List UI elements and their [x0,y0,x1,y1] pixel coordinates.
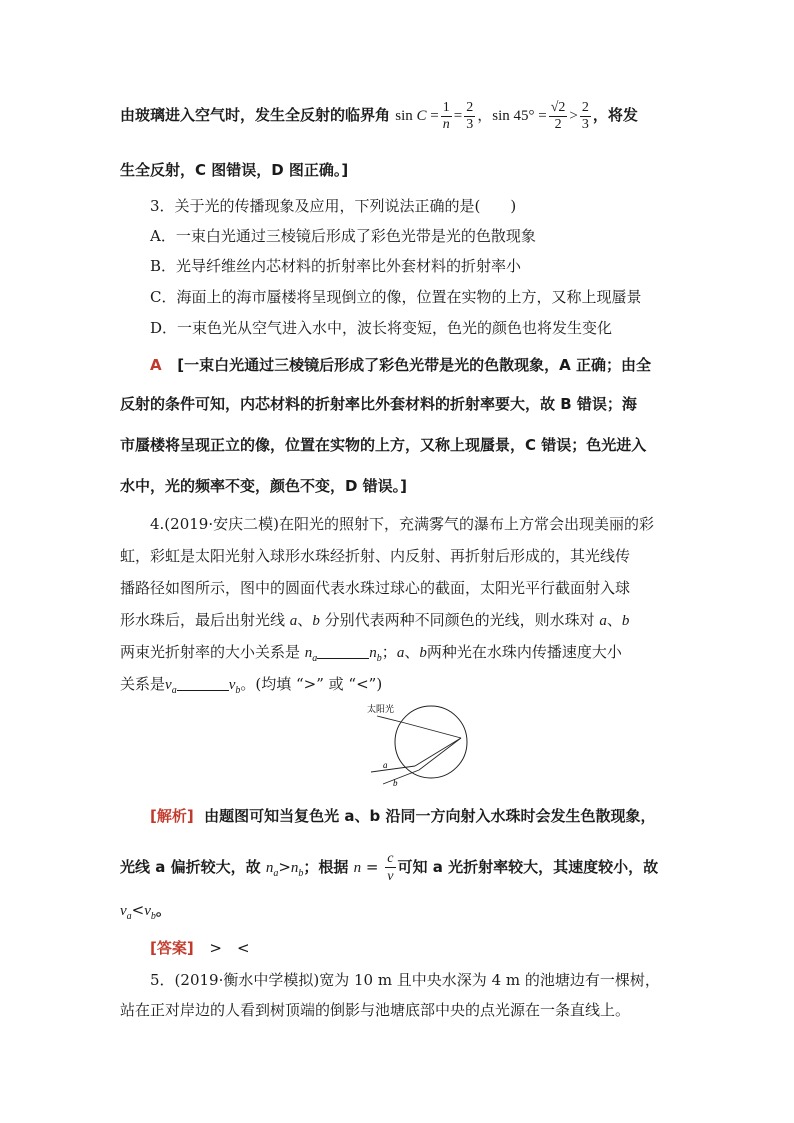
n-var: n [304,645,313,661]
q3-exp-line4: 水中，光的频率不变，颜色不变，D 错误。] [120,477,408,495]
p1-text-b: ，将发 [592,105,638,124]
var-b: b [621,613,630,629]
eq1: = [430,107,439,124]
q3-option-d: D．一束色光从空气进入水中，波长将变短，色光的颜色也将发生变化 [150,319,613,337]
n-var: n [442,117,450,132]
q3-exp1: [一束白光通过三棱镜后形成了彩色光带是光的色散现象，A 正确；由全 [177,356,651,374]
q4-l5: 两束光折射率的大小关系是 [120,643,301,661]
frac-den: 3 [466,117,474,132]
v-var: v [228,677,236,693]
var-a: a [289,613,298,629]
sub-a: a [126,911,132,922]
frac-num [385,850,395,868]
p1-line1 [120,100,680,133]
q3-option-a: A．一束白光通过三棱镜后形成了彩色光带是光的色散现象 [150,227,536,245]
q4-line2: 虹，彩虹是太阳光射入球形水珠经折射、内反射、再折射后形成的，其光线传 [120,547,631,565]
q4-analysis-line1 [150,806,710,826]
sub-a: a [171,685,177,696]
q4-analysis-line3 [120,900,680,927]
frac-den [385,868,395,885]
var-a: a [599,613,607,629]
sub-a: a [312,653,318,664]
answer-blank-1[interactable] [317,644,369,659]
var-b: b [312,613,320,629]
answer-text: > < [209,939,250,957]
q5-line1: 5．(2019·衡水中学模拟)宽为 10 m 且中央水深为 4 m 的池塘边有一棵树， [150,971,660,989]
na-gt-nb [265,858,304,879]
q5-line2: 站在正对岸边的人看到树顶端的倒影与池塘底部中央的点光源在一条直线上。 [120,1001,631,1019]
q4-l6b: 。(均填 “>” 或 “<”) [240,675,383,693]
analysis-text2b: ；根据 [303,858,349,876]
q4-line3: 播路径如图所示，图中的圆面代表水珠过球心的截面，太阳光平行截面射入球 [120,579,631,597]
ray-inside-2 [415,738,461,766]
v-var: v [120,903,127,919]
q3-exp-line2: 反射的条件可知，内芯材料的折射率比外套材料的折射率要大，故 B 错误；海 [120,395,637,413]
var-b: b [419,645,427,661]
frac-den [441,117,452,133]
frac-2-3b [580,100,591,133]
comma: ， [477,107,493,124]
q3-exp-line1 [150,355,710,375]
q4-analysis-line2 [120,850,680,885]
analysis-text1: 由题图可知当复色光 a、b 沿同一方向射入水珠时会发生色散现象， [204,807,656,825]
q3-exp-line3: 市蜃楼将呈现正立的像，位置在实物的上方，又称上现蜃景，C 错误；色光进入 [120,436,647,454]
v-var: v [387,869,394,884]
frac-c-v [385,850,395,885]
sun-label: 太阳光 [367,704,395,714]
frac-num: √2 [550,100,566,115]
var-a: a [396,645,405,661]
sub-b: b [376,653,382,664]
sin-label: sin [395,107,413,124]
frac-den: 3 [581,117,589,132]
rel-gt: > [278,858,291,876]
frac-sqrt2-2 [549,100,568,133]
q4-line6 [120,674,680,701]
n-var: n [353,860,362,876]
q4-l4b: 分别代表两种不同颜色的光线，则水珠对 [324,611,595,629]
label-b: b [393,778,398,788]
period: 。 [155,901,171,919]
c-var: c [387,851,394,866]
q3-answer-letter: A [150,356,162,374]
sub-b: b [150,911,156,922]
sun-ray [377,716,405,723]
answer-tag: [答案] [150,939,194,957]
analysis-tag: [解析] [150,807,194,825]
q3-option-b: B．光导纤维丝内芯材料的折射率比外套材料的折射率小 [150,257,522,275]
q4-line4: 形水珠后，最后出射光线 a、b 分别代表两种不同颜色的光线，则水珠对 a、b [120,611,630,629]
sub-a: a [273,868,279,879]
eq3: = [538,107,547,124]
sin45: sin 45° [492,107,535,124]
n-var: n [265,860,274,876]
frac-num: 2 [466,100,474,115]
ray-b [383,770,419,784]
frac-1-n [441,100,452,133]
va-lt-vb [120,901,156,922]
ray-inside-3 [419,738,461,770]
frac-den: 2 [554,117,562,132]
n-var: n [290,860,299,876]
q4-line1: 4.(2019·安庆二模)在阳光的照射下，充满雾气的瀑布上方常会出现美丽的彩 [150,515,654,533]
v-var: v [165,677,172,693]
rel-lt: < [131,901,145,919]
n-var: n [369,645,377,661]
label-a: a [383,760,388,770]
ray-a [371,766,415,772]
q4-answer-line [150,938,710,958]
gt-sign: > [569,107,578,124]
q4-l6a: 关系是 [120,675,166,693]
p1-line2: 生全反射，C 图错误，D 图正确。] [120,161,349,179]
q3-stem: 3．关于光的传播现象及应用，下列说法正确的是( ) [150,197,517,215]
p1-text-a: 由玻璃进入空气时，发生全反射的临界角 [120,105,391,124]
frac-num: 2 [581,100,589,115]
frac-2-3 [464,100,475,133]
ray-inside-1 [405,723,461,738]
eq2: = [453,107,463,124]
sub-b: b [235,685,241,696]
semicolon: ； [381,643,397,661]
sin-expr [395,100,593,132]
q4-l4a: 形水珠后，最后出射光线 [120,611,286,629]
raindrop-figure [365,700,475,788]
eq: = [365,858,379,876]
answer-blank-2[interactable] [177,676,229,691]
sub-b: b [298,868,304,879]
q4-l5b: 两种光在水珠内传播速度大小 [426,643,622,661]
frac-num: 1 [442,100,450,115]
c-var: C [416,107,427,124]
q4-line5: 两束光折射率的大小关系是 $n_a$ $n_b$；a、b两种光在水珠内传播速度大小 [120,643,622,664]
formula-n-c-v [353,851,398,884]
analysis-text2a: 光线 a 偏折较大，故 [120,858,261,876]
v-var: v [144,903,151,919]
q3-option-c: C．海面上的海市蜃楼将呈现倒立的像，位置在实物的上方，又称上现蜃景 [150,288,642,306]
analysis-text2c: 可知 a 光折射率较大，其速度较小，故 [397,858,659,876]
